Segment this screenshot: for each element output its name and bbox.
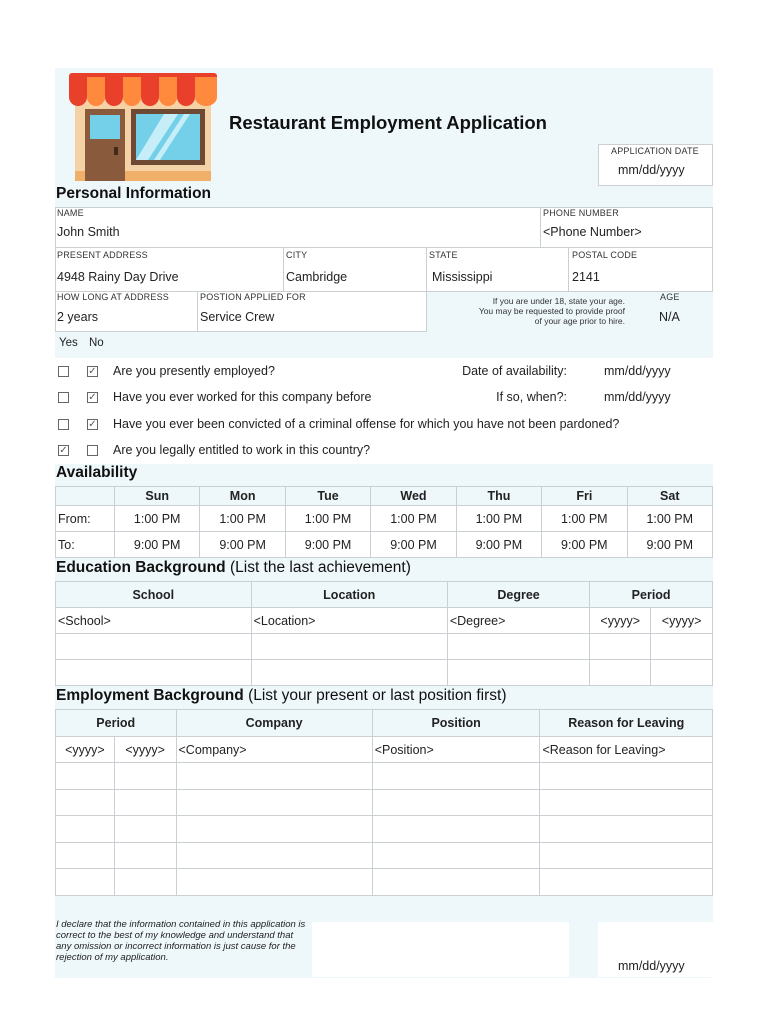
yes-checkbox[interactable] (58, 366, 69, 377)
name-value: John Smith (57, 225, 120, 239)
yes-checkbox[interactable]: ✓ (59, 445, 68, 456)
employment-empty-cell[interactable] (176, 869, 372, 896)
education-heading-title: Education Background (56, 559, 226, 576)
employment-table (55, 709, 713, 896)
employment-empty-cell[interactable] (372, 816, 540, 843)
day-header: Tue (285, 487, 370, 506)
no-column-label: No (89, 337, 104, 349)
employment-cell[interactable]: <yyyy> (56, 737, 115, 763)
education-column-header: Degree (447, 582, 589, 608)
employment-empty-cell[interactable] (540, 869, 713, 896)
employment-empty-cell[interactable] (372, 789, 540, 816)
employment-cell[interactable]: <Company> (176, 737, 372, 763)
employment-empty-cell[interactable] (56, 789, 115, 816)
application-date-label: APPLICATION DATE (611, 146, 699, 156)
employment-empty-cell[interactable] (540, 842, 713, 869)
education-empty-cell[interactable] (447, 660, 589, 686)
education-empty-cell[interactable] (590, 634, 651, 660)
how-long-field[interactable] (55, 291, 198, 332)
age-note-line-2: You may be requested to provide proof (478, 306, 625, 316)
employment-empty-cell[interactable] (540, 816, 713, 843)
city-field[interactable] (283, 247, 427, 292)
to-time-cell[interactable]: 9:00 PM (456, 532, 541, 558)
education-empty-cell[interactable] (651, 660, 713, 686)
employment-empty-cell[interactable] (56, 763, 115, 790)
from-time-cell[interactable]: 1:00 PM (627, 506, 712, 532)
how-long-label: HOW LONG AT ADDRESS (57, 292, 169, 302)
employment-cell[interactable]: <Position> (372, 737, 540, 763)
education-column-header: Period (590, 582, 713, 608)
education-cell[interactable]: <yyyy> (651, 608, 713, 634)
to-label: To: (56, 532, 115, 558)
question-extra-value[interactable]: mm/dd/yyyy (604, 364, 671, 378)
employment-empty-cell[interactable] (56, 816, 115, 843)
from-time-cell[interactable]: 1:00 PM (371, 506, 456, 532)
education-heading-note: (List the last achievement) (229, 559, 411, 576)
yes-checkbox[interactable] (58, 419, 69, 430)
employment-empty-cell[interactable] (114, 842, 176, 869)
employment-empty-cell[interactable] (176, 842, 372, 869)
page-title: Restaurant Employment Application (229, 112, 547, 133)
how-long-value: 2 years (57, 310, 98, 324)
employment-empty-cell[interactable] (114, 869, 176, 896)
state-value: Mississippi (432, 270, 493, 284)
availability-corner-cell (56, 487, 115, 506)
from-time-cell[interactable]: 1:00 PM (200, 506, 285, 532)
education-empty-cell[interactable] (590, 660, 651, 686)
question-text: Are you presently employed? (113, 364, 275, 378)
question-extra-value[interactable]: mm/dd/yyyy (604, 390, 671, 404)
position-applied-value: Service Crew (200, 310, 275, 324)
education-empty-cell[interactable] (251, 634, 447, 660)
education-cell[interactable]: <Degree> (447, 608, 589, 634)
address-field[interactable] (55, 247, 284, 292)
education-table (55, 581, 713, 686)
declaration-date-value: mm/dd/yyyy (618, 959, 685, 973)
no-checkbox[interactable]: ✓ (88, 392, 97, 403)
education-heading (56, 559, 411, 577)
question-text: Have you ever worked for this company before (113, 390, 372, 404)
city-value: Cambridge (286, 270, 348, 284)
question-text: Have you ever been convicted of a criminal offense for which you have not been pardoned? (113, 417, 620, 431)
employment-cell[interactable]: <Reason for Leaving> (540, 737, 713, 763)
employment-empty-cell[interactable] (56, 869, 115, 896)
age-value[interactable]: N/A (659, 310, 680, 324)
yes-column-label: Yes (59, 337, 78, 349)
education-empty-cell[interactable] (56, 660, 252, 686)
address-value: 4948 Rainy Day Drive (57, 270, 179, 284)
employment-empty-cell[interactable] (176, 816, 372, 843)
postal-code-label: POSTAL CODE (572, 250, 638, 260)
employment-empty-cell[interactable] (540, 763, 713, 790)
employment-empty-cell[interactable] (176, 789, 372, 816)
no-checkbox[interactable]: ✓ (88, 366, 97, 377)
education-cell[interactable]: <yyyy> (590, 608, 651, 634)
education-empty-cell[interactable] (56, 634, 252, 660)
state-field[interactable] (426, 247, 569, 292)
position-applied-field[interactable] (197, 291, 427, 332)
from-label: From: (56, 506, 115, 532)
employment-column-header: Company (176, 710, 372, 737)
city-label: CITY (286, 250, 308, 260)
name-label: NAME (57, 208, 84, 218)
employment-column-header: Reason for Leaving (540, 710, 713, 737)
phone-field[interactable] (540, 207, 713, 248)
employment-empty-cell[interactable] (114, 816, 176, 843)
availability-table (55, 486, 713, 558)
to-time-cell[interactable]: 9:00 PM (542, 532, 627, 558)
from-time-cell[interactable]: 1:00 PM (542, 506, 627, 532)
education-column-header: School (56, 582, 252, 608)
address-label: PRESENT ADDRESS (57, 250, 148, 260)
restaurant-storefront-icon (69, 73, 217, 181)
education-cell[interactable]: <Location> (251, 608, 447, 634)
employment-empty-cell[interactable] (372, 763, 540, 790)
age-note (427, 292, 629, 332)
phone-label: PHONE NUMBER (543, 208, 619, 218)
employment-heading (56, 687, 507, 705)
position-applied-label: POSTION APPLIED FOR (200, 292, 306, 302)
to-time-cell[interactable]: 9:00 PM (285, 532, 370, 558)
name-field[interactable] (55, 207, 541, 248)
employment-empty-cell[interactable] (372, 842, 540, 869)
education-cell[interactable]: <School> (56, 608, 252, 634)
from-time-cell[interactable]: 1:00 PM (115, 506, 200, 532)
employment-column-header: Period (56, 710, 177, 737)
day-header: Fri (542, 487, 627, 506)
no-checkbox[interactable]: ✓ (88, 419, 97, 430)
education-empty-cell[interactable] (251, 660, 447, 686)
age-note-line-3: of your age prior to hire. (534, 316, 625, 326)
to-time-cell[interactable]: 9:00 PM (627, 532, 712, 558)
employment-empty-cell[interactable] (114, 763, 176, 790)
application-date-value: mm/dd/yyyy (618, 163, 685, 177)
day-header: Sat (627, 487, 712, 506)
to-time-cell[interactable]: 9:00 PM (115, 532, 200, 558)
education-column-header: Location (251, 582, 447, 608)
employment-column-header: Position (372, 710, 540, 737)
availability-heading: Availability (56, 464, 138, 481)
employment-empty-cell[interactable] (176, 763, 372, 790)
from-time-cell[interactable]: 1:00 PM (456, 506, 541, 532)
postal-code-value: 2141 (572, 270, 600, 284)
day-header: Wed (371, 487, 456, 506)
education-empty-cell[interactable] (651, 634, 713, 660)
postal-code-field[interactable] (568, 247, 713, 292)
education-empty-cell[interactable] (447, 634, 589, 660)
question-extra-label: Date of availability: (462, 364, 567, 378)
age-label: AGE (660, 292, 680, 302)
employment-empty-cell[interactable] (56, 842, 115, 869)
yes-checkbox[interactable] (58, 392, 69, 403)
employment-cell[interactable]: <yyyy> (114, 737, 176, 763)
question-text: Are you legally entitled to work in this country? (113, 443, 371, 457)
question-extra-label: If so, when?: (496, 390, 567, 404)
employment-heading-note: (List your present or last position first) (248, 687, 507, 704)
no-checkbox[interactable] (87, 445, 98, 456)
employment-empty-cell[interactable] (540, 789, 713, 816)
to-time-cell[interactable]: 9:00 PM (200, 532, 285, 558)
day-header: Sun (115, 487, 200, 506)
phone-value: <Phone Number> (543, 225, 642, 239)
state-label: STATE (429, 250, 458, 260)
personal-info-heading: Personal Information (56, 185, 212, 202)
employment-empty-cell[interactable] (114, 789, 176, 816)
declaration-text: I declare that the information contained in this application is correct to the best of my knowledge and understand that any omission or incorrect information is just cause for the rejection of my application. (56, 919, 306, 963)
day-header: Mon (200, 487, 285, 506)
to-time-cell[interactable]: 9:00 PM (371, 532, 456, 558)
from-time-cell[interactable]: 1:00 PM (285, 506, 370, 532)
application-date-box[interactable] (598, 144, 713, 186)
employment-heading-title: Employment Background (56, 687, 244, 704)
employment-empty-cell[interactable] (372, 869, 540, 896)
age-note-line-1: If you are under 18, state your age. (492, 296, 625, 306)
signature-field[interactable] (312, 922, 569, 977)
day-header: Thu (456, 487, 541, 506)
